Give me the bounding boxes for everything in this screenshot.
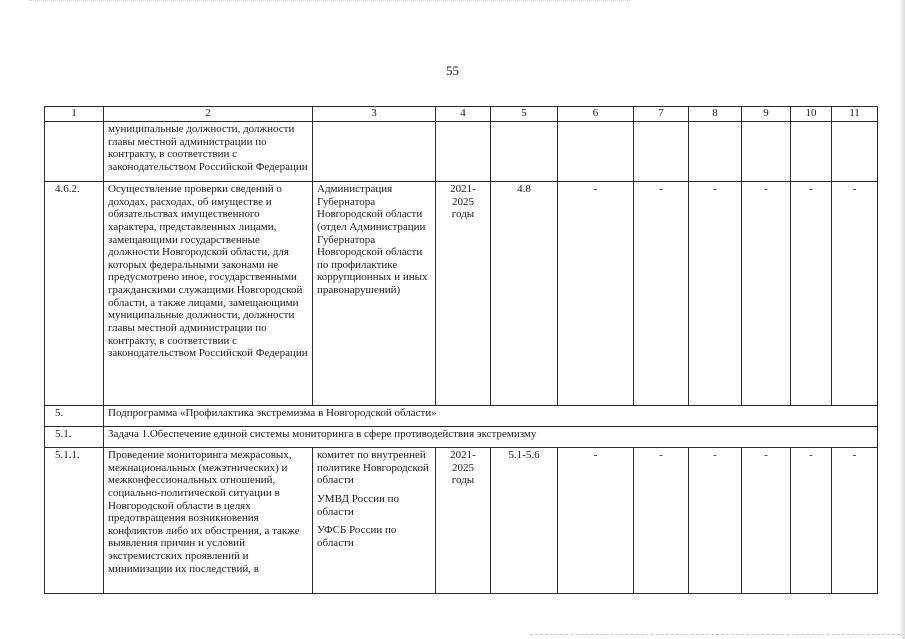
responsible-org-3: УФСБ России по области [317, 524, 397, 549]
period-cell [436, 122, 491, 182]
measure-text: муниципальные должности, должности главы местной администрации по контракту, в соответствии с законодательством Российской Федерации [104, 122, 313, 182]
table-row-continued [45, 122, 878, 182]
value-col-11: - [832, 448, 878, 594]
col-header-4: 4 [436, 107, 491, 122]
task-title: Задача 1.Обеспечение единой системы мониторинга в сфере противодействия экстремизму [104, 427, 878, 448]
responsible-org-1: комитет по внутренней политике Новгородской области [317, 449, 429, 487]
org-cell [313, 122, 436, 182]
responsible-org: Администрация Губернатора Новгородской области (отдел Администрации Губернатора Новгородской области по профилактике коррупционных и иных правонарушений) [313, 182, 436, 406]
value-col-6: - [558, 182, 634, 406]
col-header-6: 6 [558, 107, 634, 122]
table-row-5 [45, 406, 878, 427]
value-col-11: - [832, 182, 878, 406]
row-number: 5.1.1. [45, 448, 104, 594]
col-header-3: 3 [313, 107, 436, 122]
scan-bottom-marks [530, 634, 900, 635]
column-header-row [45, 107, 878, 122]
program-table [44, 106, 878, 594]
scan-top-marks [30, 0, 630, 5]
value-col-10: - [791, 448, 832, 594]
value-col-9: - [742, 182, 791, 406]
value-col-6: - [558, 448, 634, 594]
col-header-2: 2 [104, 107, 313, 122]
value-cell [634, 122, 689, 182]
value-cell [791, 122, 832, 182]
value-col-8: - [689, 182, 742, 406]
value-cell [832, 122, 878, 182]
col-header-9: 9 [742, 107, 791, 122]
scan-edge-shadow [899, 0, 905, 639]
row-number-cell [45, 122, 104, 182]
responsible-org-2: УМВД России по области [317, 492, 400, 518]
table-row-5-1-1 [45, 448, 878, 594]
value-cell [689, 122, 742, 182]
page-number: 55 [446, 63, 459, 78]
table-row-4-6-2 [45, 182, 878, 406]
row-number: 4.6.2. [45, 182, 104, 406]
value-col-9: - [742, 448, 791, 594]
period: 2021-2025 годы [436, 182, 491, 406]
period: 2021-2025 годы [436, 448, 491, 594]
table-row-5-1 [45, 427, 878, 448]
col-header-5: 5 [491, 107, 558, 122]
col-header-8: 8 [689, 107, 742, 122]
value-col-8: - [689, 448, 742, 594]
measure-text: Осуществление проверки сведений о доходах, расходах, об имуществе и обязательствах имущественного характера, представленных лицами, замещающими государственные должности Новгородской области, для которых федеральными законами не предусмотрено иное, государственными гражданскими служащими Новгородской области, а также лицами, замещающими муниципальные должности, должности главы местной администрации по контракту, в соответствии с законодательством Российской Федерации [104, 182, 313, 406]
value-cell [742, 122, 791, 182]
target-ref: 4.8 [491, 182, 558, 406]
col-header-7: 7 [634, 107, 689, 122]
responsible-orgs [313, 448, 436, 594]
col-header-1: 1 [45, 107, 104, 122]
measure-text: Проведение мониторинга межрасовых, межнациональных (межэтнических) и межконфессиональных отношений, социально-политической ситуации в Новгородской области в целях предотвращения возникновения конфликтов либо их обострения, а также выявления причин и условий экстремистских проявлений и минимизации их последствий, в [104, 448, 313, 594]
col-header-11: 11 [832, 107, 878, 122]
value-col-7: - [634, 182, 689, 406]
value-cell [558, 122, 634, 182]
ref-cell [491, 122, 558, 182]
col-header-10: 10 [791, 107, 832, 122]
value-col-10: - [791, 182, 832, 406]
value-col-7: - [634, 448, 689, 594]
target-ref: 5.1-5.6 [491, 448, 558, 594]
subprogram-title: Подпрограмма «Профилактика экстремизма в Новгородской области» [104, 406, 878, 427]
row-number: 5.1. [45, 427, 104, 448]
row-number: 5. [45, 406, 104, 427]
